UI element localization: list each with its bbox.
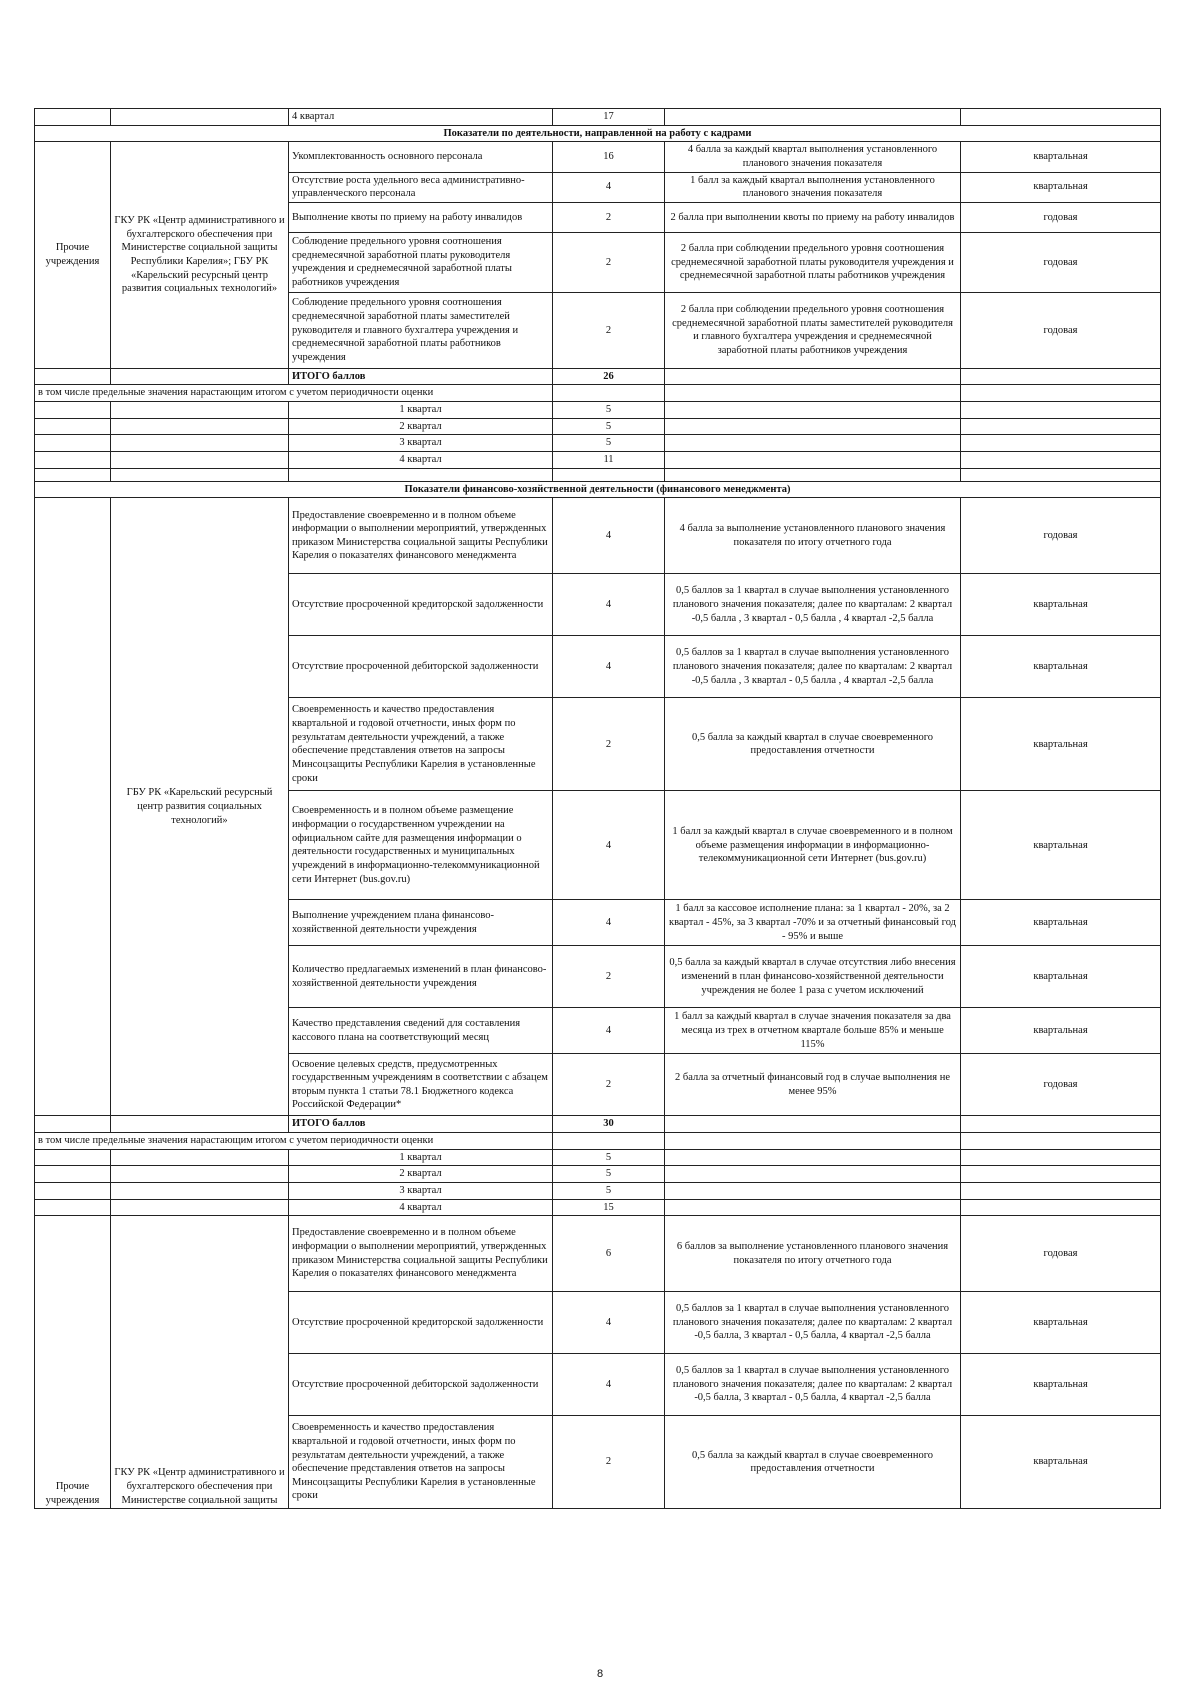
empty-cell: [111, 1182, 289, 1199]
quarter-label: 4 квартал: [289, 452, 553, 469]
empty-cell: [665, 385, 961, 402]
indicator-criteria: 0,5 баллов за 1 квартал в случае выполнения установленного планового значения показателя; далее по кварталам: 2 квартал -0,5 балла , 3 квартал - 0,5 балла , 4 квартал -2,5 балла: [665, 636, 961, 698]
empty-cell: [961, 368, 1161, 385]
quarter-value: 5: [553, 1182, 665, 1199]
quarter-value: 11: [553, 452, 665, 469]
institution-group: Прочие учреждения: [35, 142, 111, 369]
indicator-name: Своевременность и качество предоставления квартальной и годовой отчетности, иных форм по результатам деятельности учреждений, а также обеспечение представления ответов на запросы Минсоцзащиты Республики Карелия в установленные сроки: [289, 698, 553, 791]
section-header-row: [35, 125, 1161, 142]
quarter-row: [35, 1182, 1161, 1199]
indicator-period: квартальная: [961, 900, 1161, 946]
indicator-name: Соблюдение предельного уровня соотношения среднемесячной заработной платы заместителей руководителя и главного бухгалтера учреждения и среднемесячной заработной платы работников учреждения: [289, 292, 553, 368]
indicator-period: квартальная: [961, 172, 1161, 202]
empty-cell: [553, 1132, 665, 1149]
empty-cell: [35, 1166, 111, 1183]
quarter-row: [35, 418, 1161, 435]
table-row: [35, 109, 1161, 126]
empty-cell: [665, 452, 961, 469]
indicator-name: Отсутствие просроченной дебиторской задолженности: [289, 636, 553, 698]
quarter-row: [35, 1149, 1161, 1166]
indicator-criteria: 1 балл за кассовое исполнение плана: за 1 квартал - 20%, за 2 квартал - 45%, за 3 квартал -70% и за отчетный финансовый год - 95% и выше: [665, 900, 961, 946]
indicator-period: годовая: [961, 1216, 1161, 1292]
quarter-row: [35, 452, 1161, 469]
empty-cell: [665, 435, 961, 452]
empty-cell: [961, 402, 1161, 419]
section-title: Показатели по деятельности, направленной на работу с кадрами: [35, 125, 1161, 142]
quarter-value: 17: [553, 109, 665, 126]
indicator-criteria: 6 баллов за выполнение установленного планового значения показателя по итогу отчетного года: [665, 1216, 961, 1292]
empty-cell: [961, 109, 1161, 126]
indicator-points: 2: [553, 1416, 665, 1509]
table-row: [35, 1216, 1161, 1292]
empty-cell: [35, 435, 111, 452]
indicator-period: квартальная: [961, 636, 1161, 698]
total-row: [35, 1116, 1161, 1133]
indicator-points: 4: [553, 1292, 665, 1354]
indicator-points: 4: [553, 1008, 665, 1054]
indicator-points: 2: [553, 232, 665, 292]
indicator-name: Своевременность и в полном объеме размещение информации о государственном учреждении на официальном сайте для размещения информации о деятельности государственных и муниципальных учреждений в информационно-телекоммуникационной сети Интернет (bus.gov.ru): [289, 791, 553, 900]
empty-cell: [111, 435, 289, 452]
indicator-points: 2: [553, 202, 665, 232]
blank-row: [35, 468, 1161, 481]
indicator-points: 4: [553, 636, 665, 698]
indicator-period: квартальная: [961, 1008, 1161, 1054]
indicator-name: Отсутствие роста удельного веса административно-управленческого персонала: [289, 172, 553, 202]
indicator-name: Предоставление своевременно и в полном объеме информации о выполнении мероприятий, утвержденных приказом Министерства социальной защиты Республики Карелия о показателях финансового менеджмента: [289, 498, 553, 574]
indicator-criteria: 2 балла за отчетный финансовый год в случае выполнения не менее 95%: [665, 1054, 961, 1116]
criteria-table: [34, 108, 1161, 1509]
empty-cell: [665, 1199, 961, 1216]
indicator-name: Выполнение учреждением плана финансово-хозяйственной деятельности учреждения: [289, 900, 553, 946]
institution-name: ГКУ РК «Центр административного и бухгалтерского обеспечения при Министерстве социальной защиты Республики Карелия»; ГБУ РК «Карельский ресурсный центр развития социальных технологий»: [111, 142, 289, 369]
empty-cell: [553, 385, 665, 402]
empty-cell: [665, 1116, 961, 1133]
empty-cell: [111, 1116, 289, 1133]
indicator-name: Выполнение квоты по приему на работу инвалидов: [289, 202, 553, 232]
indicator-points: 4: [553, 498, 665, 574]
indicator-period: квартальная: [961, 698, 1161, 791]
page-number: 8: [596, 1668, 604, 1680]
cumulative-note: в том числе предельные значения нарастающим итогом с учетом периодичности оценки: [35, 1132, 553, 1149]
indicator-points: 2: [553, 1054, 665, 1116]
empty-cell: [665, 1132, 961, 1149]
empty-cell: [665, 1166, 961, 1183]
indicator-period: годовая: [961, 232, 1161, 292]
indicator-name: Соблюдение предельного уровня соотношения среднемесячной заработной платы руководителя учреждения и среднемесячной заработной платы работников учреждения: [289, 232, 553, 292]
empty-cell: [289, 468, 553, 481]
quarter-value: 5: [553, 1166, 665, 1183]
section-title: Показатели финансово-хозяйственной деятельности (финансового менеджмента): [35, 481, 1161, 498]
empty-cell: [961, 1116, 1161, 1133]
empty-cell: [35, 1149, 111, 1166]
empty-cell: [665, 1182, 961, 1199]
quarter-row: [35, 435, 1161, 452]
indicator-points: 6: [553, 1216, 665, 1292]
empty-cell: [553, 468, 665, 481]
indicator-points: 2: [553, 946, 665, 1008]
quarter-label: 3 квартал: [289, 435, 553, 452]
indicator-criteria: 2 балла при выполнении квоты по приему на работу инвалидов: [665, 202, 961, 232]
indicator-period: квартальная: [961, 574, 1161, 636]
empty-cell: [35, 1116, 111, 1133]
quarter-value: 5: [553, 1149, 665, 1166]
indicator-points: 4: [553, 900, 665, 946]
empty-cell: [35, 452, 111, 469]
note-row: [35, 385, 1161, 402]
empty-cell: [961, 435, 1161, 452]
total-row: [35, 368, 1161, 385]
indicator-criteria: 0,5 баллов за 1 квартал в случае выполнения установленного планового значения показателя; далее по кварталам: 2 квартал -0,5 балла, 3 квартал - 0,5 балла, 4 квартал -2,5 балла: [665, 1354, 961, 1416]
empty-cell: [665, 109, 961, 126]
indicator-criteria: 0,5 балла за каждый квартал в случае отсутствия либо внесения изменений в план финансово-хозяйственной деятельности учреждения не более 1 раза с учетом исключений: [665, 946, 961, 1008]
indicator-name: Качество представления сведений для составления кассового плана на соответствующий месяц: [289, 1008, 553, 1054]
indicator-period: квартальная: [961, 791, 1161, 900]
total-value: 30: [553, 1116, 665, 1133]
indicator-name: Освоение целевых средств, предусмотренных государственным учреждениям в соответствии с абзацем вторым пункта 1 статьи 78.1 Бюджетного кодекса Российской Федерации*: [289, 1054, 553, 1116]
indicator-period: квартальная: [961, 1416, 1161, 1509]
empty-cell: [111, 418, 289, 435]
empty-cell: [111, 402, 289, 419]
empty-cell: [111, 368, 289, 385]
quarter-row: [35, 402, 1161, 419]
table-row: [35, 498, 1161, 574]
quarter-label: 1 квартал: [289, 1149, 553, 1166]
empty-cell: [961, 1166, 1161, 1183]
empty-cell: [35, 1199, 111, 1216]
indicator-name: Укомплектованность основного персонала: [289, 142, 553, 172]
indicator-criteria: 4 балла за выполнение установленного планового значения показателя по итогу отчетного года: [665, 498, 961, 574]
indicator-period: квартальная: [961, 142, 1161, 172]
quarter-row: [35, 1166, 1161, 1183]
indicator-period: годовая: [961, 498, 1161, 574]
quarter-value: 5: [553, 435, 665, 452]
empty-cell: [35, 109, 111, 126]
indicator-period: квартальная: [961, 946, 1161, 1008]
indicator-period: квартальная: [961, 1354, 1161, 1416]
quarter-label: 3 квартал: [289, 1182, 553, 1199]
indicator-criteria: 0,5 балла за каждый квартал в случае своевременного предоставления отчетности: [665, 1416, 961, 1509]
institution-name: ГКУ РК «Центр административного и бухгалтерского обеспечения при Министерстве социальной защиты: [111, 1216, 289, 1509]
indicator-criteria: 0,5 баллов за 1 квартал в случае выполнения установленного планового значения показателя; далее по кварталам: 2 квартал -0,5 балла, 3 квартал - 0,5 балла, 4 квартал -2,5 балла: [665, 1292, 961, 1354]
quarter-label: 2 квартал: [289, 418, 553, 435]
indicator-name: Своевременность и качество предоставления квартальной и годовой отчетности, иных форм по результатам деятельности учреждений, а также обеспечение представления ответов на запросы Минсоцзащиты Республики Карелия в установленные сроки: [289, 1416, 553, 1509]
empty-cell: [961, 1199, 1161, 1216]
quarter-label: 1 квартал: [289, 402, 553, 419]
indicator-period: годовая: [961, 202, 1161, 232]
indicator-name: Отсутствие просроченной кредиторской задолженности: [289, 574, 553, 636]
empty-cell: [665, 1149, 961, 1166]
note-row: [35, 1132, 1161, 1149]
indicator-points: 4: [553, 1354, 665, 1416]
total-value: 26: [553, 368, 665, 385]
empty-cell: [961, 418, 1161, 435]
indicator-name: Отсутствие просроченной кредиторской задолженности: [289, 1292, 553, 1354]
empty-cell: [961, 452, 1161, 469]
empty-cell: [961, 1182, 1161, 1199]
indicator-name: Количество предлагаемых изменений в план финансово-хозяйственной деятельности учреждения: [289, 946, 553, 1008]
indicator-criteria: 2 балла при соблюдении предельного уровня соотношения среднемесячной заработной платы заместителей руководителя и главного бухгалтера учреждения и среднемесячной заработной платы работников учреждения: [665, 292, 961, 368]
quarter-row: [35, 1199, 1161, 1216]
indicator-criteria: 1 балл за каждый квартал в случае значения показателя за два месяца из трех в отчетном квартале больше 85% и меньше 115%: [665, 1008, 961, 1054]
empty-cell: [35, 368, 111, 385]
empty-cell: [35, 402, 111, 419]
indicator-points: 4: [553, 791, 665, 900]
indicator-period: квартальная: [961, 1292, 1161, 1354]
indicator-criteria: 0,5 баллов за 1 квартал в случае выполнения установленного планового значения показателя; далее по кварталам: 2 квартал -0,5 балла , 3 квартал - 0,5 балла , 4 квартал -2,5 балла: [665, 574, 961, 636]
indicator-points: 4: [553, 172, 665, 202]
total-label: ИТОГО баллов: [289, 1116, 553, 1133]
indicator-name: Отсутствие просроченной дебиторской задолженности: [289, 1354, 553, 1416]
empty-cell: [111, 468, 289, 481]
quarter-value: 15: [553, 1199, 665, 1216]
quarter-value: 5: [553, 418, 665, 435]
indicator-points: 2: [553, 698, 665, 791]
table-row: [35, 142, 1161, 172]
empty-cell: [665, 418, 961, 435]
empty-cell: [665, 368, 961, 385]
indicator-period: годовая: [961, 292, 1161, 368]
quarter-label: 2 квартал: [289, 1166, 553, 1183]
empty-cell: [111, 1166, 289, 1183]
empty-cell: [961, 1149, 1161, 1166]
total-label: ИТОГО баллов: [289, 368, 553, 385]
indicator-criteria: 4 балла за каждый квартал выполнения установленного планового значения показателя: [665, 142, 961, 172]
institution-name: ГБУ РК «Карельский ресурсный центр развития социальных технологий»: [111, 498, 289, 1116]
quarter-label: 4 квартал: [289, 1199, 553, 1216]
empty-cell: [35, 1182, 111, 1199]
empty-cell: [111, 452, 289, 469]
empty-cell: [111, 109, 289, 126]
institution-group: Прочие учреждения: [35, 1216, 111, 1509]
indicator-name: Предоставление своевременно и в полном объеме информации о выполнении мероприятий, утвержденных приказом Министерства социальной защиты Республики Карелия о показателях финансового менеджмента: [289, 1216, 553, 1292]
indicator-points: 2: [553, 292, 665, 368]
empty-cell: [111, 1149, 289, 1166]
empty-cell: [111, 1199, 289, 1216]
empty-cell: [35, 468, 111, 481]
empty-cell: [665, 468, 961, 481]
quarter-label: 4 квартал: [289, 109, 553, 126]
empty-cell: [961, 468, 1161, 481]
indicator-points: 16: [553, 142, 665, 172]
section-header-row: [35, 481, 1161, 498]
empty-cell: [961, 385, 1161, 402]
empty-cell: [665, 402, 961, 419]
quarter-value: 5: [553, 402, 665, 419]
empty-cell: [35, 418, 111, 435]
indicator-criteria: 0,5 балла за каждый квартал в случае своевременного предоставления отчетности: [665, 698, 961, 791]
indicator-criteria: 1 балл за каждый квартал выполнения установленного планового значения показателя: [665, 172, 961, 202]
indicator-period: годовая: [961, 1054, 1161, 1116]
indicator-points: 4: [553, 574, 665, 636]
cumulative-note: в том числе предельные значения нарастающим итогом с учетом периодичности оценки: [35, 385, 553, 402]
indicator-criteria: 2 балла при соблюдении предельного уровня соотношения среднемесячной заработной платы руководителя учреждения и среднемесячной заработной платы работников учреждения: [665, 232, 961, 292]
institution-group: [35, 498, 111, 1116]
indicator-criteria: 1 балл за каждый квартал в случае своевременного и в полном объеме размещения информации в информационно-телекоммуникационной сети Интернет (bus.gov.ru): [665, 791, 961, 900]
empty-cell: [961, 1132, 1161, 1149]
